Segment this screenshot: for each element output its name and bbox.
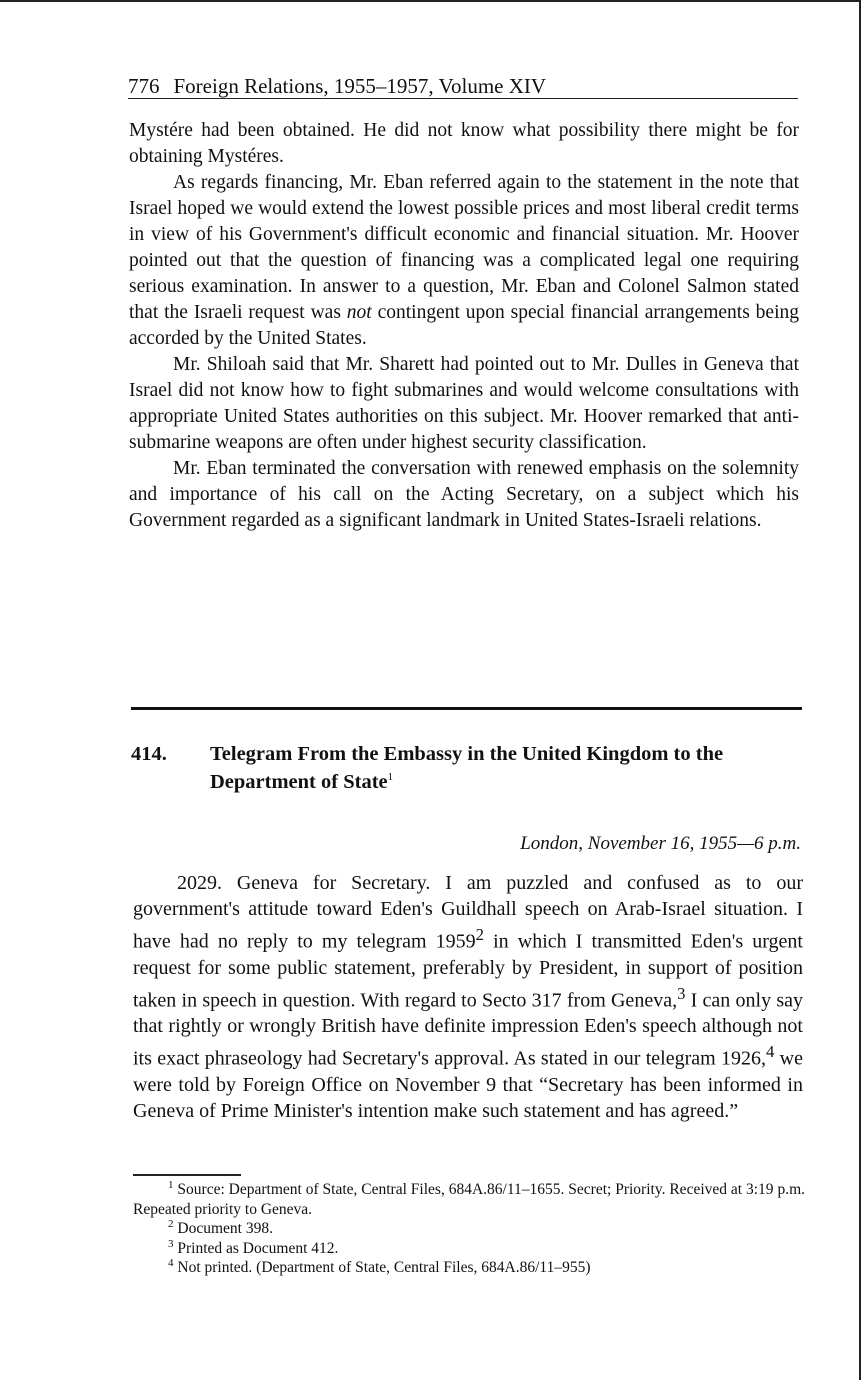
footnote-ref-4: 4 — [766, 1042, 775, 1062]
page-border-top — [0, 0, 861, 2]
footnote-mark-3: 3 — [168, 1237, 174, 1250]
footnote-text-4: Not printed. (Department of State, Central Files, 684A.86/11–955) — [177, 1259, 591, 1276]
paragraph-4: Mr. Eban terminated the conversation with renewed emphasis on the solemnity and importance of his call on the Acting Secretary, on a subject which his Government regarded as a significant landmark in United States-Israeli relations. — [129, 458, 799, 531]
document-title — [210, 740, 800, 796]
document-title-text: Telegram From the Embassy in the United Kingdom to the Department of State — [210, 743, 724, 793]
telegram-part-1: 2029. Geneva for Secretary. I am puzzled and confused as to our government's attitude toward Eden's Guildhall speech on Arab-Israel situation. I have had no reply to my telegram 1959 — [133, 872, 803, 953]
footnote-text-1: Source: Department of State, Central Files, 684A.86/11–1655. Secret; Priority. Received at 3:19 p.m. Repeated priority to Geneva. — [133, 1181, 805, 1218]
footnote-3 — [133, 1239, 805, 1259]
footnote-text-2: Document 398. — [177, 1220, 273, 1237]
document-number: 414. — [131, 743, 167, 765]
section-divider — [131, 707, 802, 710]
footnote-mark-1: 1 — [168, 1178, 174, 1191]
page-number: 776 — [128, 74, 160, 98]
telegram-part-4: we were told by Foreign Office on November 9 that “Secretary has been informed in Geneva of Prime Minister's intention make such statement and has agreed.” — [133, 1047, 803, 1122]
paragraph-2-part-1: As regards financing, Mr. Eban referred again to the statement in the note that Israel hoped we would extend the lowest possible prices and most liberal credit terms in view of his Government's difficult economic and financial situation. Mr. Hoover pointed out that the question of financing was a complicated legal one requiring serious examination. In answer to a question, Mr. Eban and Colonel Salmon stated that the Israeli request was — [129, 172, 799, 323]
paragraph-3: Mr. Shiloah said that Mr. Sharett had pointed out to Mr. Dulles in Geneva that Israel did not know how to fight submarines and would welcome consultations with appropriate United States authorities on this subject. Mr. Hoover remarked that anti-submarine weapons are often under highest security classification. — [129, 354, 799, 453]
footnote-mark-2: 2 — [168, 1217, 174, 1230]
footnote-1 — [133, 1180, 805, 1219]
footnote-4 — [133, 1258, 805, 1278]
paragraph-2-part-2: contingent upon special financial arrangements being accorded by the United States. — [129, 302, 799, 349]
footnote-separator — [133, 1174, 241, 1176]
paragraph-1: Mystére had been obtained. He did not know what possibility there might be for obtaining Mystéres. — [129, 120, 799, 167]
telegram-paragraph — [133, 870, 803, 1124]
running-title: Foreign Relations, 1955–1957, Volume XIV — [173, 74, 547, 98]
paragraph-2 — [129, 170, 799, 352]
body-text — [129, 118, 799, 534]
running-header — [128, 74, 798, 99]
telegram-part-3: I can only say that rightly or wrongly British have definite impression Eden's speech although not its exact phraseology had Secretary's approval. As stated in our telegram 1926, — [133, 989, 803, 1070]
telegram-text — [133, 870, 803, 1124]
dateline: London, November 16, 1955—6 p.m. — [520, 833, 801, 854]
footnotes — [133, 1180, 805, 1278]
footnote-ref-3: 3 — [677, 983, 686, 1003]
paragraph-2-emphasis: not — [346, 302, 372, 323]
footnote-mark-4: 4 — [168, 1256, 174, 1269]
footnote-ref-1: 1 — [387, 771, 394, 784]
footnote-text-3: Printed as Document 412. — [177, 1239, 339, 1257]
footnote-2 — [133, 1219, 805, 1239]
footnote-ref-2: 2 — [475, 925, 484, 944]
telegram-part-2: in which I transmitted Eden's urgent request for some public statement, preferably by President, in support of position taken in speech in question. With regard to Secto 317 from Geneva, — [133, 930, 803, 1012]
